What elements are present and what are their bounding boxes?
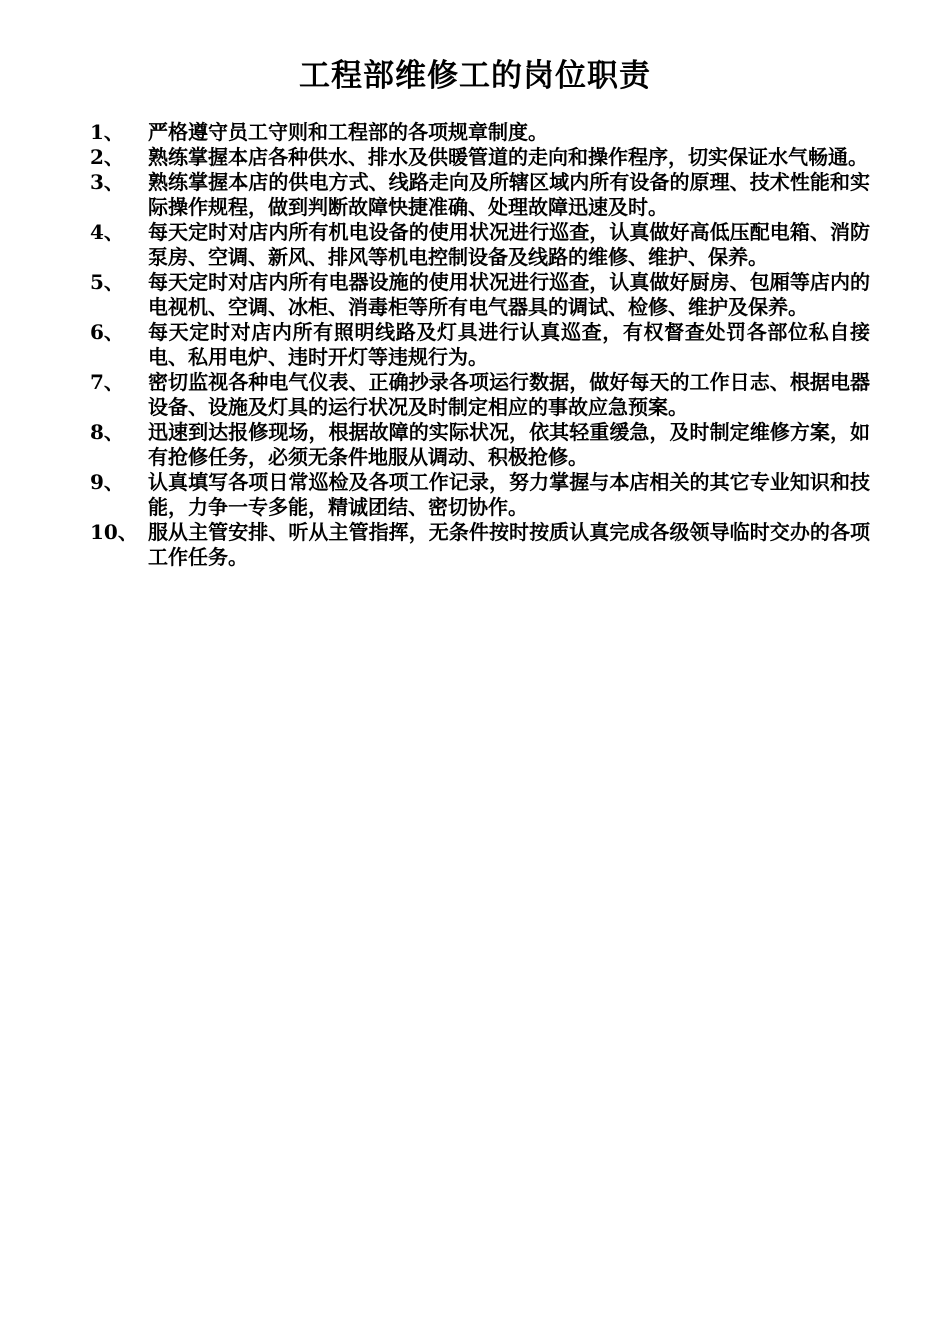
list-item <box>90 520 870 570</box>
item-text: 每天定时对店内所有机电设备的使用状况进行巡查，认真做好高低压配电箱、消防泵房、空调、新风、排风等机电控制设备及线路的维修、维护、保养。 <box>148 220 870 269</box>
item-text: 每天定时对店内所有照明线路及灯具进行认真巡查，有权督查处罚各部位私自接电、私用电炉、违时开灯等违规行为。 <box>148 320 870 369</box>
item-number: 6、 <box>90 320 124 344</box>
item-number: 7、 <box>90 370 124 394</box>
duty-list <box>90 120 870 570</box>
item-text: 认真填写各项日常巡检及各项工作记录，努力掌握与本店相关的其它专业知识和技能，力争一专多能，精诚团结、密切协作。 <box>148 470 870 519</box>
list-item <box>90 420 870 470</box>
item-text: 服从主管安排、听从主管指挥，无条件按时按质认真完成各级领导临时交办的各项工作任务。 <box>148 520 870 569</box>
page-title: 工程部维修工的岗位职责 <box>299 58 651 94</box>
item-number: 5、 <box>90 270 124 294</box>
item-number: 8、 <box>90 420 124 444</box>
list-item <box>90 120 870 145</box>
item-number: 4、 <box>90 220 124 244</box>
item-text: 密切监视各种电气仪表、正确抄录各项运行数据，做好每天的工作日志、根据电器设备、设施及灯具的运行状况及时制定相应的事故应急预案。 <box>148 370 870 419</box>
list-item <box>90 470 870 520</box>
item-text: 每天定时对店内所有电器设施的使用状况进行巡查，认真做好厨房、包厢等店内的电视机、空调、冰柜、消毒柜等所有电气器具的调试、检修、维护及保养。 <box>148 270 870 319</box>
list-item <box>90 170 870 220</box>
item-text: 熟练掌握本店各种供水、排水及供暖管道的走向和操作程序，切实保证水气畅通。 <box>148 145 868 169</box>
item-number: 3、 <box>90 170 124 194</box>
item-text: 严格遵守员工守则和工程部的各项规章制度。 <box>148 120 548 144</box>
list-item <box>90 145 870 170</box>
list-item <box>90 320 870 370</box>
item-text: 熟练掌握本店的供电方式、线路走向及所辖区域内所有设备的原理、技术性能和实际操作规程，做到判断故障快捷准确、处理故障迅速及时。 <box>148 170 870 219</box>
item-number: 1、 <box>90 120 124 144</box>
item-number: 9、 <box>90 470 124 494</box>
list-item <box>90 270 870 320</box>
item-number: 10、 <box>90 520 138 544</box>
list-item <box>90 220 870 270</box>
item-text: 迅速到达报修现场，根据故障的实际状况，依其轻重缓急，及时制定维修方案，如有抢修任务，必须无条件地服从调动、积极抢修。 <box>148 420 870 469</box>
item-number: 2、 <box>90 145 124 169</box>
list-item <box>90 370 870 420</box>
